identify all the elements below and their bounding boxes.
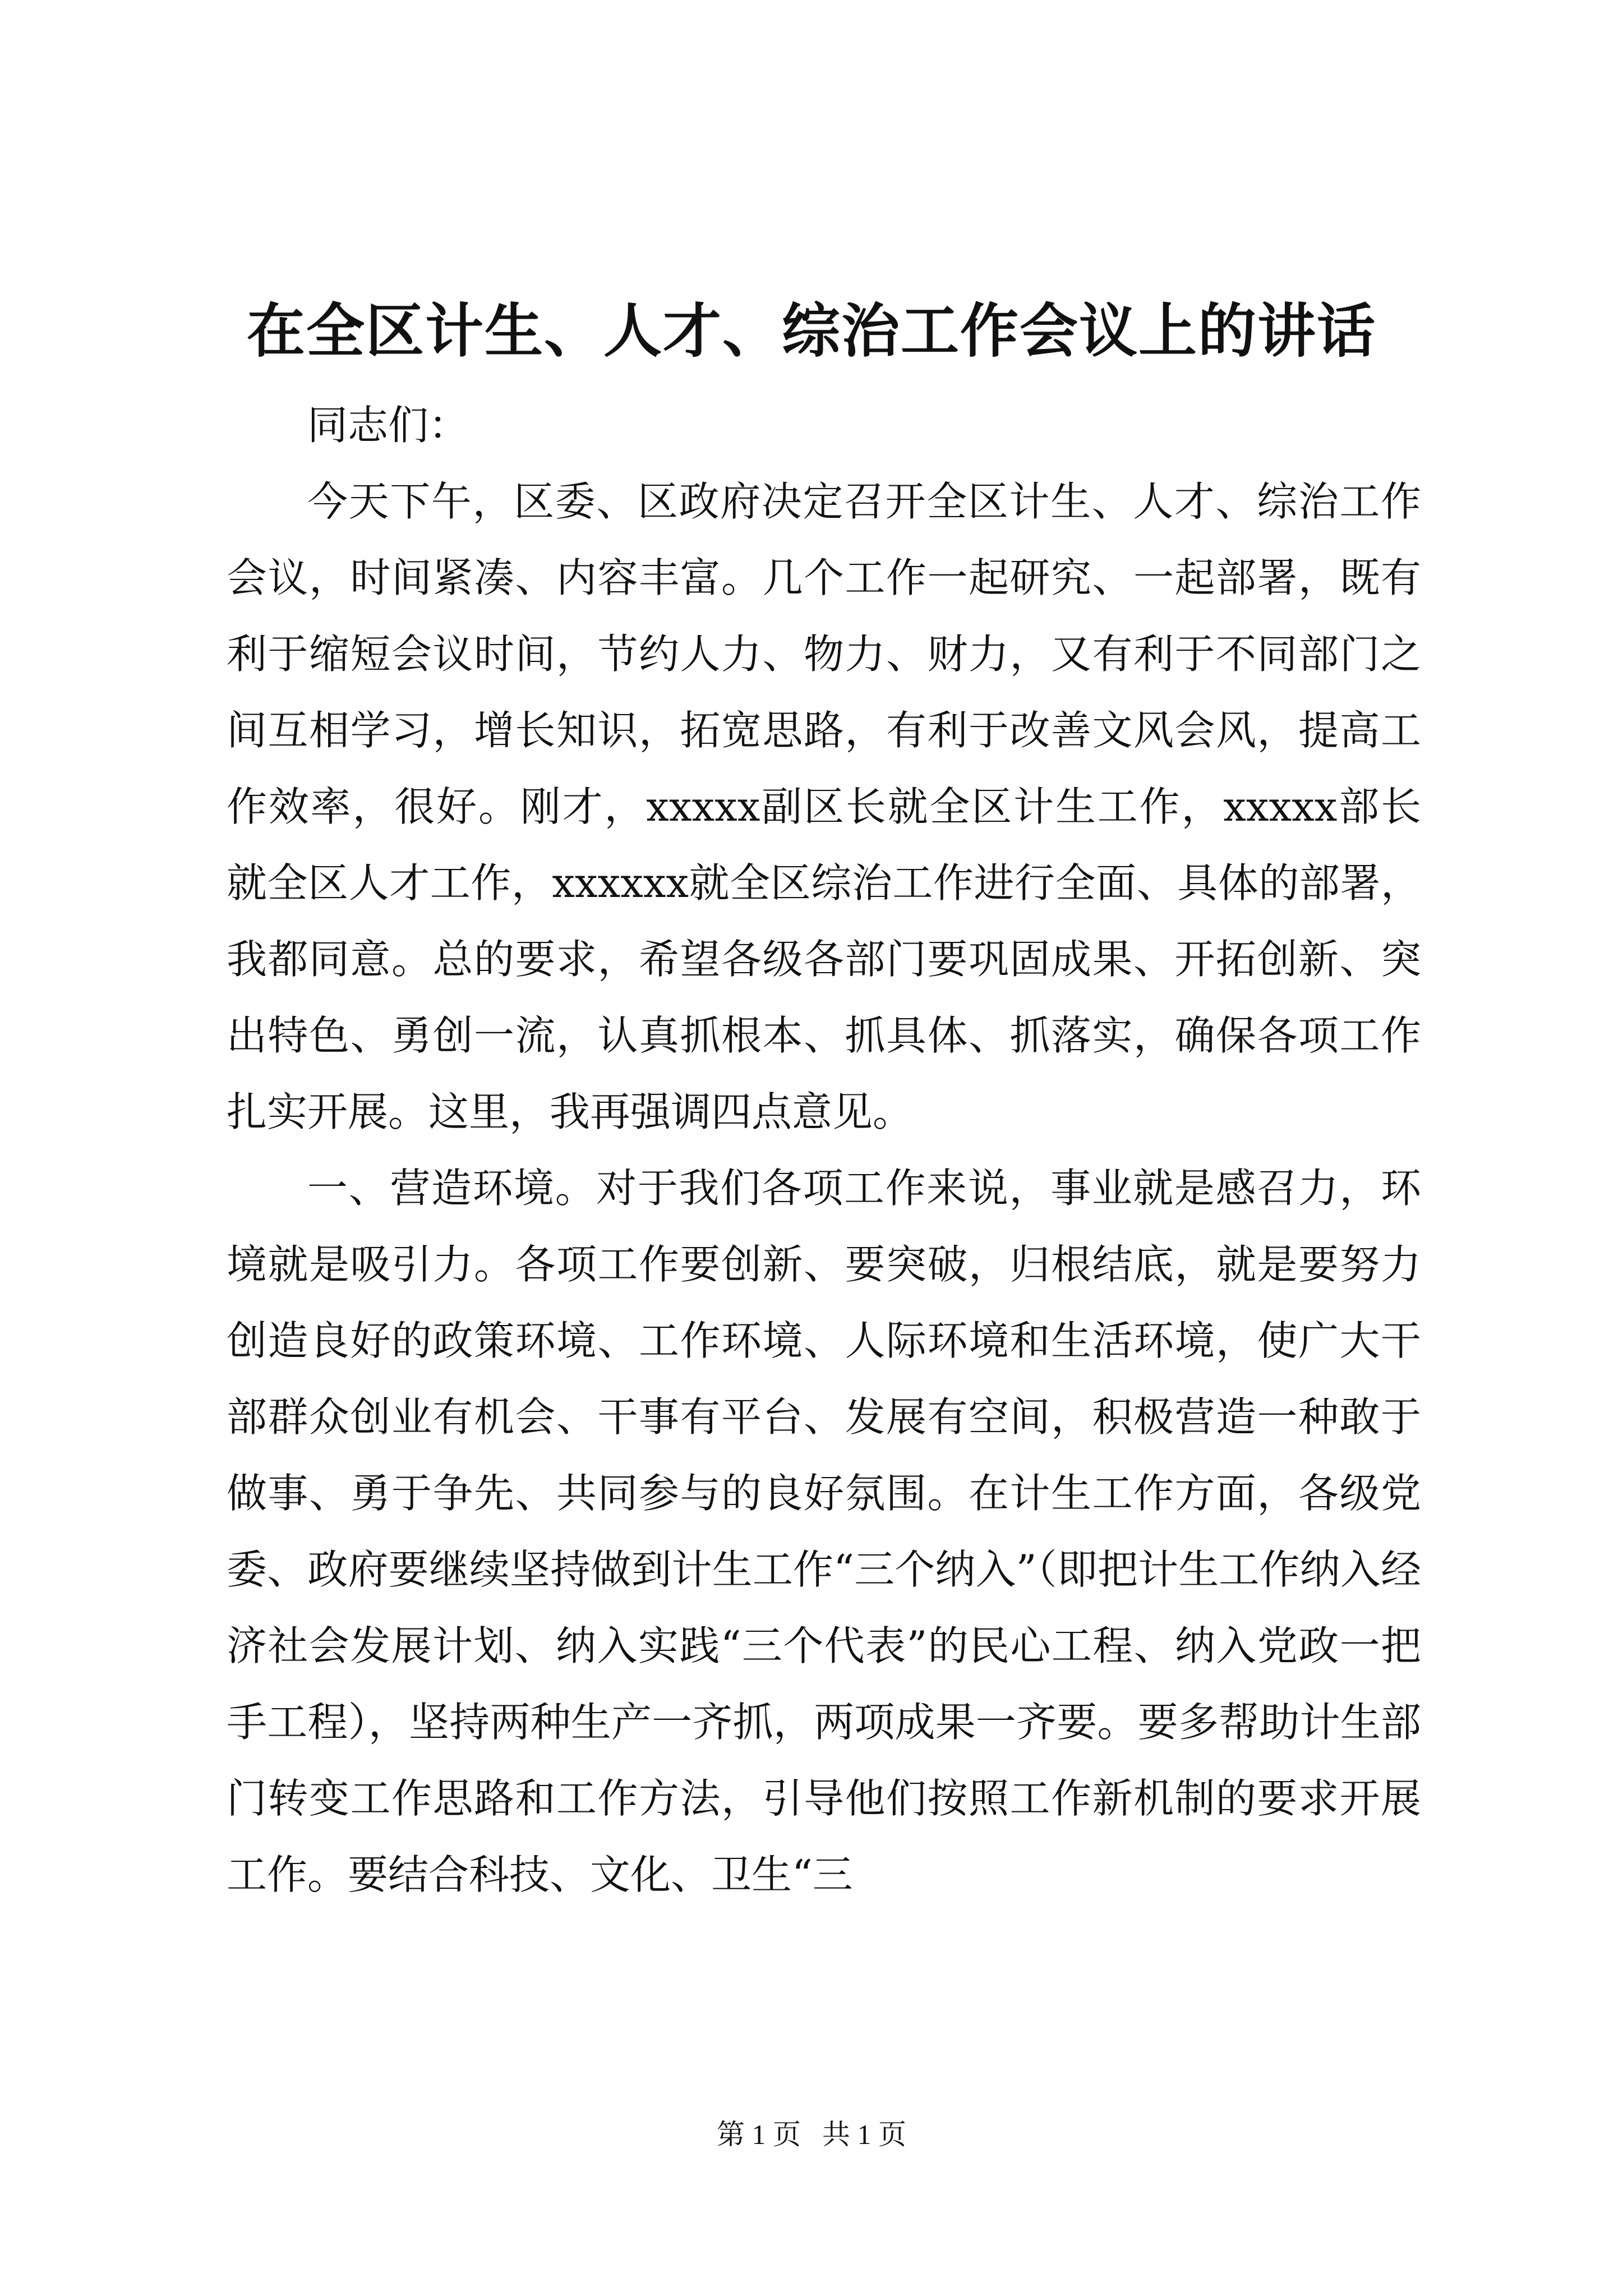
- body-paragraph: 一、营造环境。对于我们各项工作来说，事业就是感召力，环境就是吸引力。各项工作要创新、要突破，归根结底，就是要努力创造良好的政策环境、工作环境、人际环境和生活环境，使广大干部群众创业有机会、干事有平台、发展有空间，积极营造一种敢于做事、勇于争先、共同参与的良好氛围。在计生工作方面，各级党委、政府要继续坚持做到计生工作“三个纳入”（即把计生工作纳入经济社会发展计划、纳入实践“三个代表”的民心工程、纳入党政一把手工程），坚持两种生产一齐抓，两项成果一齐要。要多帮助计生部门转变工作思路和工作方法，引导他们按照工作新机制的要求开展工作。要结合科技、文化、卫生“三: [227, 1165, 1421, 1898]
- body-paragraph: 今天下午，区委、区政府决定召开全区计生、人才、综治工作会议，时间紧凑、内容丰富。几个工作一起研究、一起部署，既有利于缩短会议时间，节约人力、物力、财力，又有利于不同部门之间互相学习，增长知识，拓宽思路，有利于改善文风会风，提高工作效率，很好。刚才，xxxxx副区长就全区计生工作，xxxxx部长就全区人才工作，xxxxxx就全区综治工作进行全面、具体的部署，我都同意。总的要求，希望各级各部门要巩固成果、开拓创新、突出特色、勇创一流，认真抓根本、抓具体、抓落实，确保各项工作扎实开展。这里，我再强调四点意见。: [227, 478, 1421, 1135]
- page-number-total: 共 1 页: [822, 2119, 906, 2150]
- page-footer: [0, 2115, 1623, 2154]
- salutation: 同志们：: [307, 402, 469, 449]
- document-body: [227, 387, 1421, 1913]
- page-number-current: 第 1 页: [717, 2119, 801, 2150]
- document-title: 在全区计生、人才、综治工作会议上的讲话: [246, 296, 1376, 365]
